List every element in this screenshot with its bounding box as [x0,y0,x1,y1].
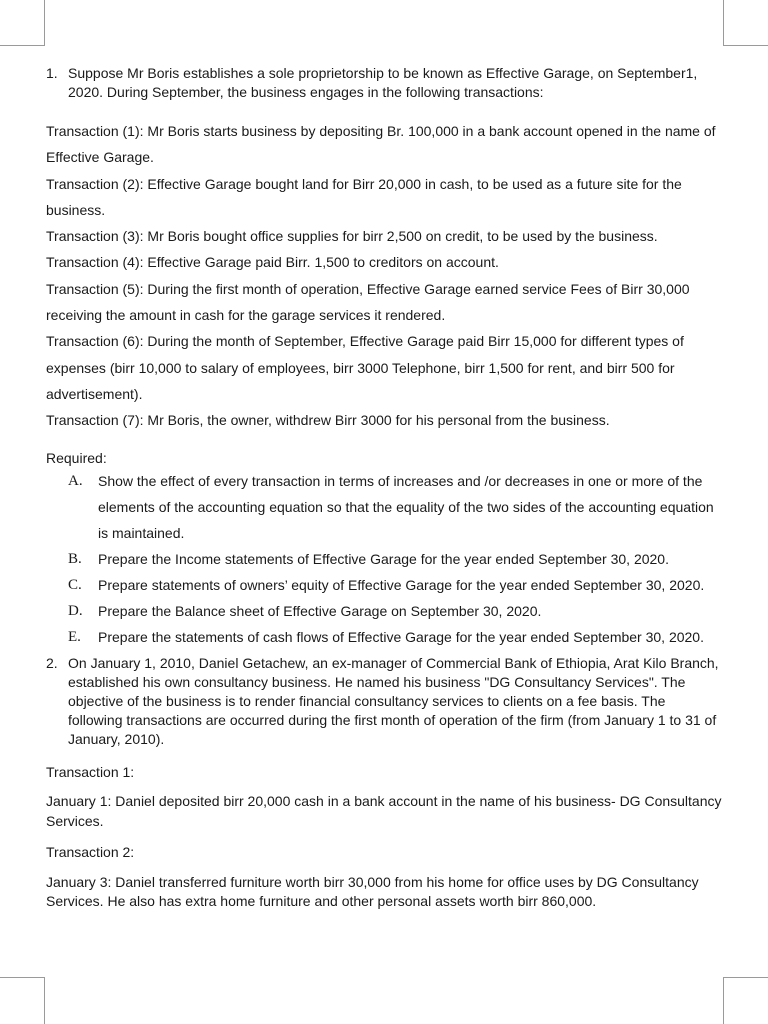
required-list [68,468,722,650]
required-item-text: Prepare the Balance sheet of Effective Garage on September 30, 2020. [98,602,542,619]
crop-mark-top-right-horizontal [723,45,768,46]
document-body [46,64,722,912]
transaction-2: Transaction (2): Effective Garage bought land for Birr 20,000 in cash, to be used as a future site for the business. [46,175,682,218]
transaction-7: Transaction (7): Mr Boris, the owner, withdrew Birr 3000 for his personal from the business. [46,412,610,429]
question-1-intro-text: Suppose Mr Boris establishes a sole proprietorship to be known as Effective Garage, on September1, 2020. During September, the business engages in the following transactions: [68,65,698,100]
crop-mark-top-right-vertical [723,0,724,46]
question-1-number: 1. [46,65,58,81]
question-1-intro [46,64,722,102]
required-item-a [68,468,722,546]
required-label: Required: [46,449,107,466]
question-2-intro-text: On January 1, 2010, Daniel Getachew, an ex-manager of Commercial Bank of Ethiopia, Arat Kilo Branch, established his own consultancy business. He named his business "DG Consultancy Services". The objective of the business is to render financial consultancy services to clients on a fee basis. The following transactions are occurred during the first month of operation of the firm (from January 1 to 31 of January, 2010). [68,654,719,747]
transaction-2-label: Transaction 2: [46,844,135,861]
required-item-text: Prepare the Income statements of Effective Garage for the year ended September 30, 2020. [98,550,669,567]
crop-mark-top-left-vertical [44,0,45,46]
required-item-text: Show the effect of every transaction in terms of increases and /or decreases in one or more of the elements of the accounting equation so that the equality of the two sides of the accounting equation is maintained. [98,472,714,541]
question-2-number: 2. [46,654,58,671]
required-item-c [68,572,722,598]
required-item-text: Prepare the statements of cash flows of Effective Garage for the year ended September 30, 2020. [98,628,704,645]
transaction-3: Transaction (3): Mr Boris bought office supplies for birr 2,500 on credit, to be used by the business. [46,228,658,245]
question-2-intro [46,654,722,749]
required-item-letter: C. [68,576,82,593]
transaction-6: Transaction (6): During the month of September, Effective Garage paid Birr 15,000 for different types of expenses (birr 10,000 to salary of employees, birr 3000 Telephone, birr 1,500 for rent, and birr 500 for advertisement). [46,333,684,402]
required-item-letter: A. [68,472,83,489]
crop-mark-bottom-left-horizontal [0,977,45,978]
transaction-2-text: January 3: Daniel transferred furniture worth birr 30,000 from his home for office uses by DG Consultancy Services. He also has extra home furniture and other personal assets worth birr 860,000. [46,873,699,910]
transaction-5: Transaction (5): During the first month of operation, Effective Garage earned service Fees of Birr 30,000 receiving the amount in cash for the garage services it rendered. [46,280,690,324]
transaction-1-label: Transaction 1: [46,763,135,780]
crop-mark-bottom-left-vertical [44,977,45,1024]
crop-mark-bottom-right-vertical [723,977,724,1024]
transaction-1: Transaction (1): Mr Boris starts business by depositing Br. 100,000 in a bank account opened in the name of Effective Garage. [46,123,716,166]
required-item-d [68,598,722,624]
transaction-list [46,118,722,434]
crop-mark-bottom-right-horizontal [723,977,768,978]
transaction-4: Transaction (4): Effective Garage paid Birr. 1,500 to creditors on account. [46,254,499,271]
crop-mark-top-left-horizontal [0,45,45,46]
required-item-text: Prepare statements of owners’ equity of Effective Garage for the year ended September 30, 2020. [98,576,705,593]
transaction-1-text: January 1: Daniel deposited birr 20,000 cash in a bank account in the name of his business- DG Consultancy Services. [46,793,722,829]
required-item-letter: E. [68,628,81,645]
required-item-e [68,624,722,650]
required-item-b [68,546,722,572]
required-item-letter: D. [68,602,83,619]
required-item-letter: B. [68,550,82,567]
